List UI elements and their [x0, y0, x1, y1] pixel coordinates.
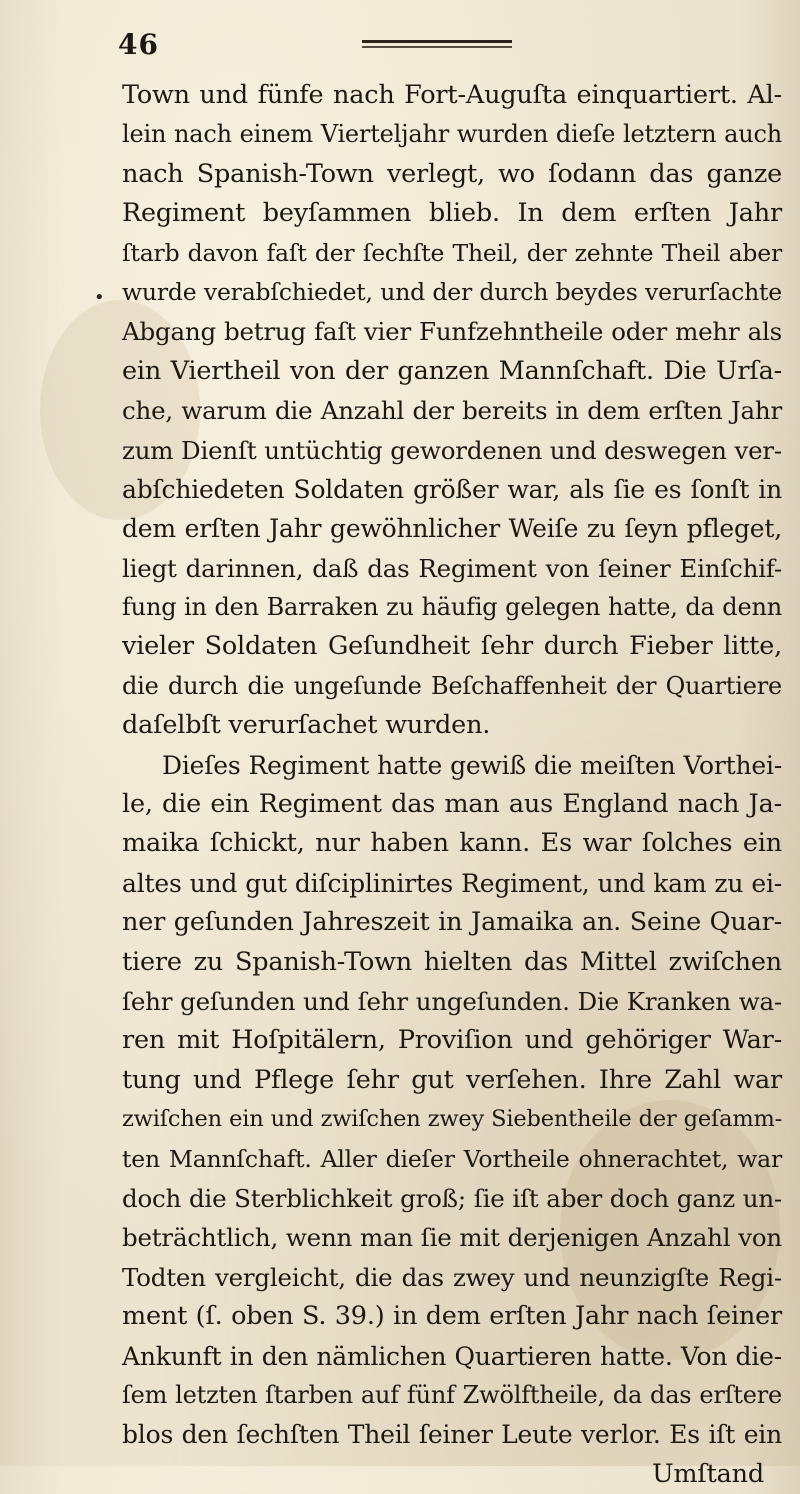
- text-line: Ankunft in den nämlichen Quartieren hatte. Von die-: [122, 1341, 782, 1371]
- text-line: Abgang betrug faſt vier Funfzehntheile oder mehr als: [122, 317, 782, 347]
- text-line: altes und gut diſciplinirtes Regiment, und kam zu ei-: [122, 868, 782, 898]
- text-line: ſtarb davon faſt der ſechſte Theil, der zehnte Theil aber: [122, 238, 782, 267]
- text-line: maika ſchickt, nur haben kann. Es war ſolches ein: [122, 828, 782, 859]
- text-line: ren mit Hoſpitälern, Proviſion und gehöriger War-: [122, 1025, 782, 1056]
- text-line: ſem letzten ſtarben auf fünf Zwölftheile, da das erſtere: [122, 1380, 782, 1409]
- header-rule: [362, 40, 512, 52]
- text-line: nach Spanish-Town verlegt, wo ſodann das ganze: [122, 158, 782, 189]
- text-line: che, warum die Anzahl der bereits in dem erſten Jahr: [122, 396, 782, 426]
- text-line: zum Dienſt untüchtig gewordenen und deswegen ver-: [122, 435, 782, 465]
- text-line: tung und Pflege ſehr gut verſehen. Ihre Zahl war: [122, 1064, 782, 1095]
- text-line: doch die Sterblichkeit groß; ſie iſt aber doch ganz un-: [122, 1183, 782, 1213]
- text-line: dem erſten Jahr gewöhnlicher Weiſe zu ſeyn pfleget,: [122, 514, 782, 544]
- text-line: blos den ſechſten Theil ſeiner Leute verlor. Es iſt ein: [122, 1420, 782, 1450]
- text-line: Dieſes Regiment hatte gewiß die meiſten Vorthei-: [162, 750, 782, 780]
- text-line: abſchiedeten Soldaten größer war, als ſie es ſonſt in: [122, 474, 782, 504]
- text-line: Town und fünfe nach Fort-Auguſta einquartiert. Al-: [122, 80, 782, 110]
- text-line: wurde verabſchiedet, und der durch beydes verurſachte: [122, 277, 782, 306]
- text-line: beträchtlich, wenn man ſie mit derjenigen Anzahl von: [122, 1223, 782, 1253]
- text-line: ſehr geſunden und ſehr ungeſunden. Die Kranken wa-: [122, 986, 782, 1016]
- text-line: Todten vergleicht, die das zwey und neunzigſte Regi-: [122, 1262, 782, 1292]
- margin-mark: •: [94, 287, 105, 308]
- text-line: lein nach einem Vierteljahr wurden dieſe letztern auch: [122, 120, 782, 149]
- body-text: [122, 76, 782, 1494]
- text-line: die durch die ungeſunde Beſchaffenheit der Quartiere: [122, 671, 782, 700]
- text-line: tiere zu Spanish-Town hielten das Mittel zwiſchen: [122, 946, 782, 977]
- text-line: ein Viertheil von der ganzen Mannſchaft. Die Urſa-: [122, 355, 782, 386]
- text-line: zwiſchen ein und zwiſchen zwey Siebentheile der geſamm-: [122, 1106, 782, 1133]
- page-number: 46: [118, 28, 159, 61]
- text-line: Regiment beyſammen blieb. In dem erſten Jahr: [122, 198, 782, 229]
- text-line: fung in den Barraken zu häufig gelegen hatte, da denn: [122, 593, 782, 622]
- catchword: Umſtand: [652, 1458, 764, 1489]
- text-line: daſelbſt verurſachet wurden.: [122, 710, 491, 741]
- text-line: ment (ſ. oben S. 39.) in dem erſten Jahr nach ſeiner: [122, 1301, 782, 1332]
- text-line: liegt darinnen, daß das Regiment von ſeiner Einſchif-: [122, 553, 782, 583]
- text-line: ner geſunden Jahreszeit in Jamaika an. Seine Quar-: [122, 907, 782, 938]
- text-line: le, die ein Regiment das man aus England nach Ja-: [122, 789, 782, 820]
- text-line: vieler Soldaten Geſundheit ſehr durch Fieber litte,: [122, 631, 782, 662]
- text-line: ten Mannſchaft. Aller dieſer Vortheile ohnerachtet, war: [122, 1144, 782, 1173]
